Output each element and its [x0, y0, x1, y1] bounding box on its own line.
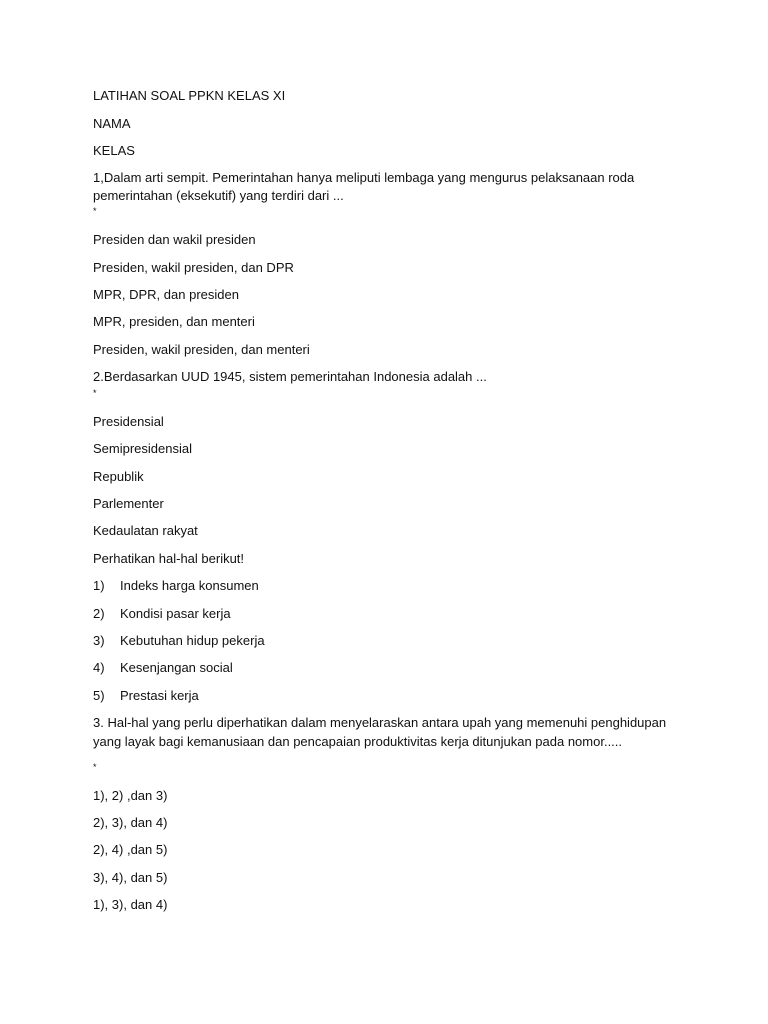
list-item: [93, 687, 199, 705]
question-2-option: Presidensial: [93, 414, 164, 429]
kelas-label: KELAS: [93, 143, 135, 158]
question-1-option: Presiden, wakil presiden, dan DPR: [93, 260, 294, 275]
question-3-option: 3), 4), dan 5): [93, 870, 168, 885]
list-item: [93, 632, 265, 650]
question-1-option: MPR, DPR, dan presiden: [93, 287, 239, 302]
question-3-option: 2), 3), dan 4): [93, 815, 168, 830]
list-item-text: Kondisi pasar kerja: [120, 606, 231, 621]
list-item-number: 5): [93, 688, 105, 703]
question-2-option: Kedaulatan rakyat: [93, 523, 198, 538]
list-intro: Perhatikan hal-hal berikut!: [93, 551, 245, 566]
list-item-number: 3): [93, 633, 105, 648]
document-title: LATIHAN SOAL PPKN KELAS XI: [93, 88, 286, 103]
question-2-option: Republik: [93, 469, 144, 484]
question-3-text-line-1: 3. Hal-hal yang perlu diperhatikan dalam menyelaraskan antara upah yang memenuhi penghidupan: [93, 715, 667, 730]
list-item-text: Kesenjangan social: [120, 660, 233, 675]
required-marker: *: [93, 762, 97, 772]
question-2-text: 2.Berdasarkan UUD 1945, sistem pemerintahan Indonesia adalah ...: [93, 369, 487, 384]
question-3-option: 1), 3), dan 4): [93, 897, 168, 912]
list-item-number: 4): [93, 660, 105, 675]
question-3-option: 1), 2) ,dan 3): [93, 788, 168, 803]
question-2-option: Parlementer: [93, 496, 164, 511]
question-1-option: MPR, presiden, dan menteri: [93, 314, 255, 329]
list-item: [93, 659, 233, 677]
question-1-text-line-1: 1,Dalam arti sempit. Pemerintahan hanya meliputi lembaga yang mengurus pelaksanaan roda: [93, 170, 635, 185]
list-item-text: Indeks harga konsumen: [120, 578, 259, 593]
list-item-text: Kebutuhan hidup pekerja: [120, 633, 265, 648]
question-3-text-line-2: yang layak bagi kemanusiaan dan pencapaian produktivitas kerja ditunjukan pada nomor.....: [93, 734, 623, 749]
list-item-number: 2): [93, 606, 105, 621]
question-1-option: Presiden dan wakil presiden: [93, 232, 256, 247]
question-3-option: 2), 4) ,dan 5): [93, 842, 168, 857]
question-2-option: Semipresidensial: [93, 441, 192, 456]
list-item-text: Prestasi kerja: [120, 688, 199, 703]
question-1-text-line-2: pemerintahan (eksekutif) yang terdiri dari ...: [93, 188, 344, 203]
required-marker: *: [93, 206, 97, 216]
list-item: [93, 577, 259, 595]
list-item: [93, 605, 231, 623]
question-1-option: Presiden, wakil presiden, dan menteri: [93, 342, 310, 357]
nama-label: NAMA: [93, 116, 131, 131]
required-marker: *: [93, 388, 97, 398]
list-item-number: 1): [93, 578, 105, 593]
